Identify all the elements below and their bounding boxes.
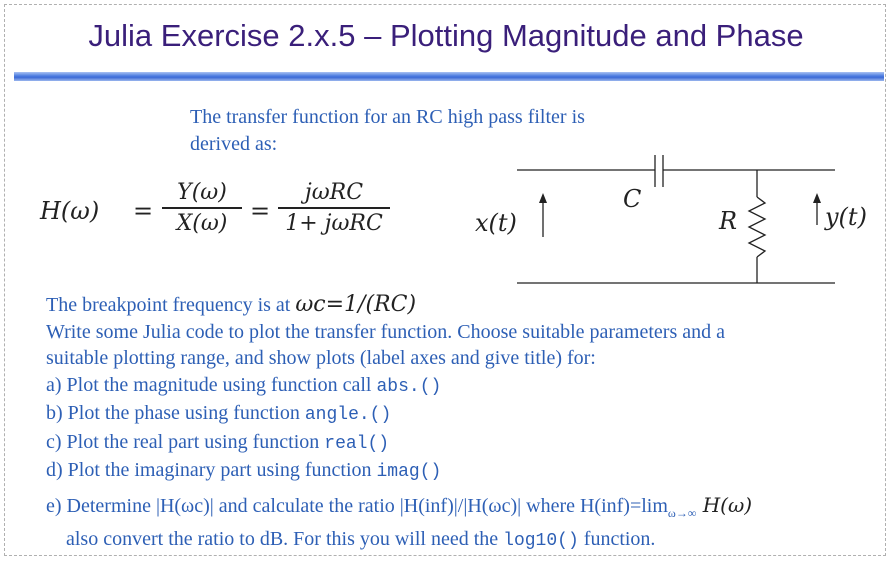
task-b — [46, 400, 866, 429]
equation-equals-2: = — [250, 197, 271, 225]
task-d — [46, 457, 866, 486]
task-e2-text: also convert the ratio to dB. For this you will need the — [66, 528, 504, 550]
instruction-line-2: suitable plotting range, and show plots (label axes and give title) for: — [46, 347, 596, 369]
fraction-1-denominator: X(ω) — [176, 210, 228, 236]
fraction-transfer — [278, 180, 390, 236]
task-d-text: d) Plot the imaginary part using function — [46, 459, 377, 481]
slide-title: Julia Exercise 2.x.5 – Plotting Magnitude and Phase — [88, 18, 804, 53]
breakpoint-line — [46, 292, 866, 319]
fraction-1-bar — [162, 207, 242, 209]
rc-circuit-diagram — [455, 145, 885, 295]
fraction-2-numerator: jωRC — [304, 180, 364, 205]
fraction-2-bar — [278, 207, 390, 209]
task-a-text: a) Plot the magnitude using function call — [46, 373, 377, 396]
exercise-body — [46, 292, 866, 555]
resistor-label: R — [719, 207, 738, 235]
fraction-1-numerator: Y(ω) — [177, 180, 227, 205]
task-e2-code: log10() — [503, 531, 579, 551]
task-e — [46, 492, 866, 527]
task-a — [46, 372, 866, 401]
breakpoint-formula: ωc=1/(RC) — [295, 292, 417, 317]
intro-line-1: The transfer function for an RC high pass filter is — [190, 106, 585, 128]
instruction-line-1: Write some Julia code to plot the transfer function. Choose suitable parameters and a — [46, 320, 725, 343]
task-b-code: angle.() — [304, 405, 392, 425]
task-e-limit-subscript: ω→∞ — [667, 505, 697, 520]
task-c-text: c) Plot the real part using function — [46, 430, 325, 453]
title-underline-bar — [14, 72, 884, 81]
input-label: x(t) — [475, 209, 517, 237]
task-e2-tail: function. — [578, 528, 656, 550]
task-d-code: imag() — [376, 462, 442, 482]
task-a-code: abs.() — [376, 376, 442, 397]
output-arrow-head — [813, 193, 821, 203]
breakpoint-text: The breakpoint frequency is at — [46, 294, 296, 316]
task-b-text: b) Plot the phase using function — [46, 402, 305, 424]
task-e-continued — [46, 526, 866, 555]
intro-line-2: derived as: — [190, 133, 278, 155]
task-e-text: e) Determine |H(ωc)| and calculate the ratio |H(inf)|/|H(ωc)| where H(inf)=lim — [46, 494, 668, 517]
task-c-code: real() — [324, 433, 390, 454]
input-arrow-head — [539, 193, 547, 203]
output-label: y(t) — [825, 203, 867, 231]
resistor-zigzag — [749, 197, 765, 257]
equation-equals-1: = — [133, 197, 154, 225]
task-e-tail: H(ω) — [696, 492, 753, 517]
capacitor-label: C — [623, 185, 642, 213]
task-c — [46, 429, 866, 458]
fraction-2-denominator: 1+ jωRC — [285, 210, 383, 236]
equation-lhs: H(ω) — [40, 197, 100, 225]
fraction-y-over-x — [162, 180, 242, 236]
